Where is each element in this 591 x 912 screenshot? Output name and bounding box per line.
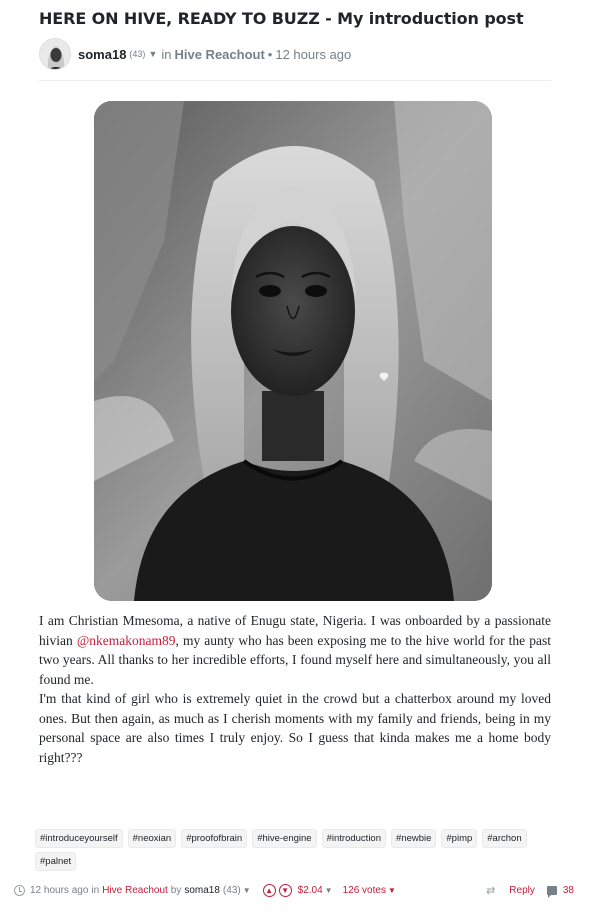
caret-down-icon[interactable]: ▼: [324, 885, 333, 895]
tag-hive-engine[interactable]: #hive-engine: [252, 829, 316, 848]
downvote-icon[interactable]: ▼: [279, 884, 292, 897]
clock-icon: [14, 885, 25, 896]
community-link[interactable]: Hive Reachout: [174, 46, 265, 62]
comment-icon[interactable]: [547, 886, 557, 895]
author-link[interactable]: soma18: [78, 46, 127, 62]
tag-proofofbrain[interactable]: #proofofbrain: [181, 829, 247, 848]
body-paragraph: I'm that kind of girl who is extremely quiet in the crowd but a chatterbox around my loved ones. But then again, as much as I cherish moments with my family and friends, being in my personal space are also times I truly enjoy. So I guess that kinda makes me a home body right???: [39, 691, 551, 765]
reblog-icon[interactable]: ⇄: [486, 884, 496, 897]
author-reputation: (43): [129, 49, 146, 59]
footer-author-reputation: (43): [222, 884, 241, 896]
avatar[interactable]: [39, 38, 71, 70]
post-footer: [14, 880, 574, 900]
body-paragraph: [39, 611, 551, 689]
caret-down-icon[interactable]: ▼: [242, 885, 251, 895]
post-photo[interactable]: [94, 101, 492, 601]
comments-count[interactable]: 38: [562, 884, 574, 896]
post-byline: [39, 37, 351, 71]
mention-link[interactable]: @nkemakonam89: [76, 632, 176, 648]
footer-community-link[interactable]: Hive Reachout: [102, 884, 168, 896]
votes-count[interactable]: 126 votes: [342, 884, 386, 896]
in-label: in: [161, 46, 172, 62]
reply-link[interactable]: Reply: [509, 884, 535, 896]
post-title: HERE ON HIVE, READY TO BUZZ - My introduction post: [39, 9, 524, 28]
caret-down-icon[interactable]: ▼: [148, 49, 158, 59]
tag-introduceyourself[interactable]: #introduceyourself: [35, 829, 123, 848]
tag-list: [35, 829, 555, 871]
body-text-segment: , my aunty who has been exposing me to the hive world for the past two years. All thanks to her incredible efforts, I found myself here and simultaneously, you all found me.: [39, 632, 551, 687]
tag-pimp[interactable]: #pimp: [441, 829, 477, 848]
header-divider: [39, 80, 551, 81]
post-body: [39, 611, 551, 767]
footer-time: 12 hours ago: [30, 884, 89, 896]
upvote-icon[interactable]: ▲: [263, 884, 276, 897]
footer-author-link[interactable]: soma18: [184, 884, 220, 896]
tag-introduction[interactable]: #introduction: [322, 829, 386, 848]
tag-neoxian[interactable]: #neoxian: [128, 829, 177, 848]
body-text-segment: I am Christian Mmesoma, a native of Enugu state, Nigeria. I was onboarded by a passionate hivian: [39, 613, 551, 648]
caret-down-icon[interactable]: ▼: [387, 885, 396, 895]
payout-value[interactable]: $2.04: [297, 884, 323, 896]
tag-newbie[interactable]: #newbie: [391, 829, 436, 848]
separator-dot: •: [267, 46, 273, 62]
footer-by-label: by: [170, 884, 182, 896]
tag-palnet[interactable]: #palnet: [35, 852, 76, 871]
footer-in-label: in: [91, 884, 100, 896]
post-time: 12 hours ago: [275, 46, 352, 62]
tag-archon[interactable]: #archon: [482, 829, 526, 848]
